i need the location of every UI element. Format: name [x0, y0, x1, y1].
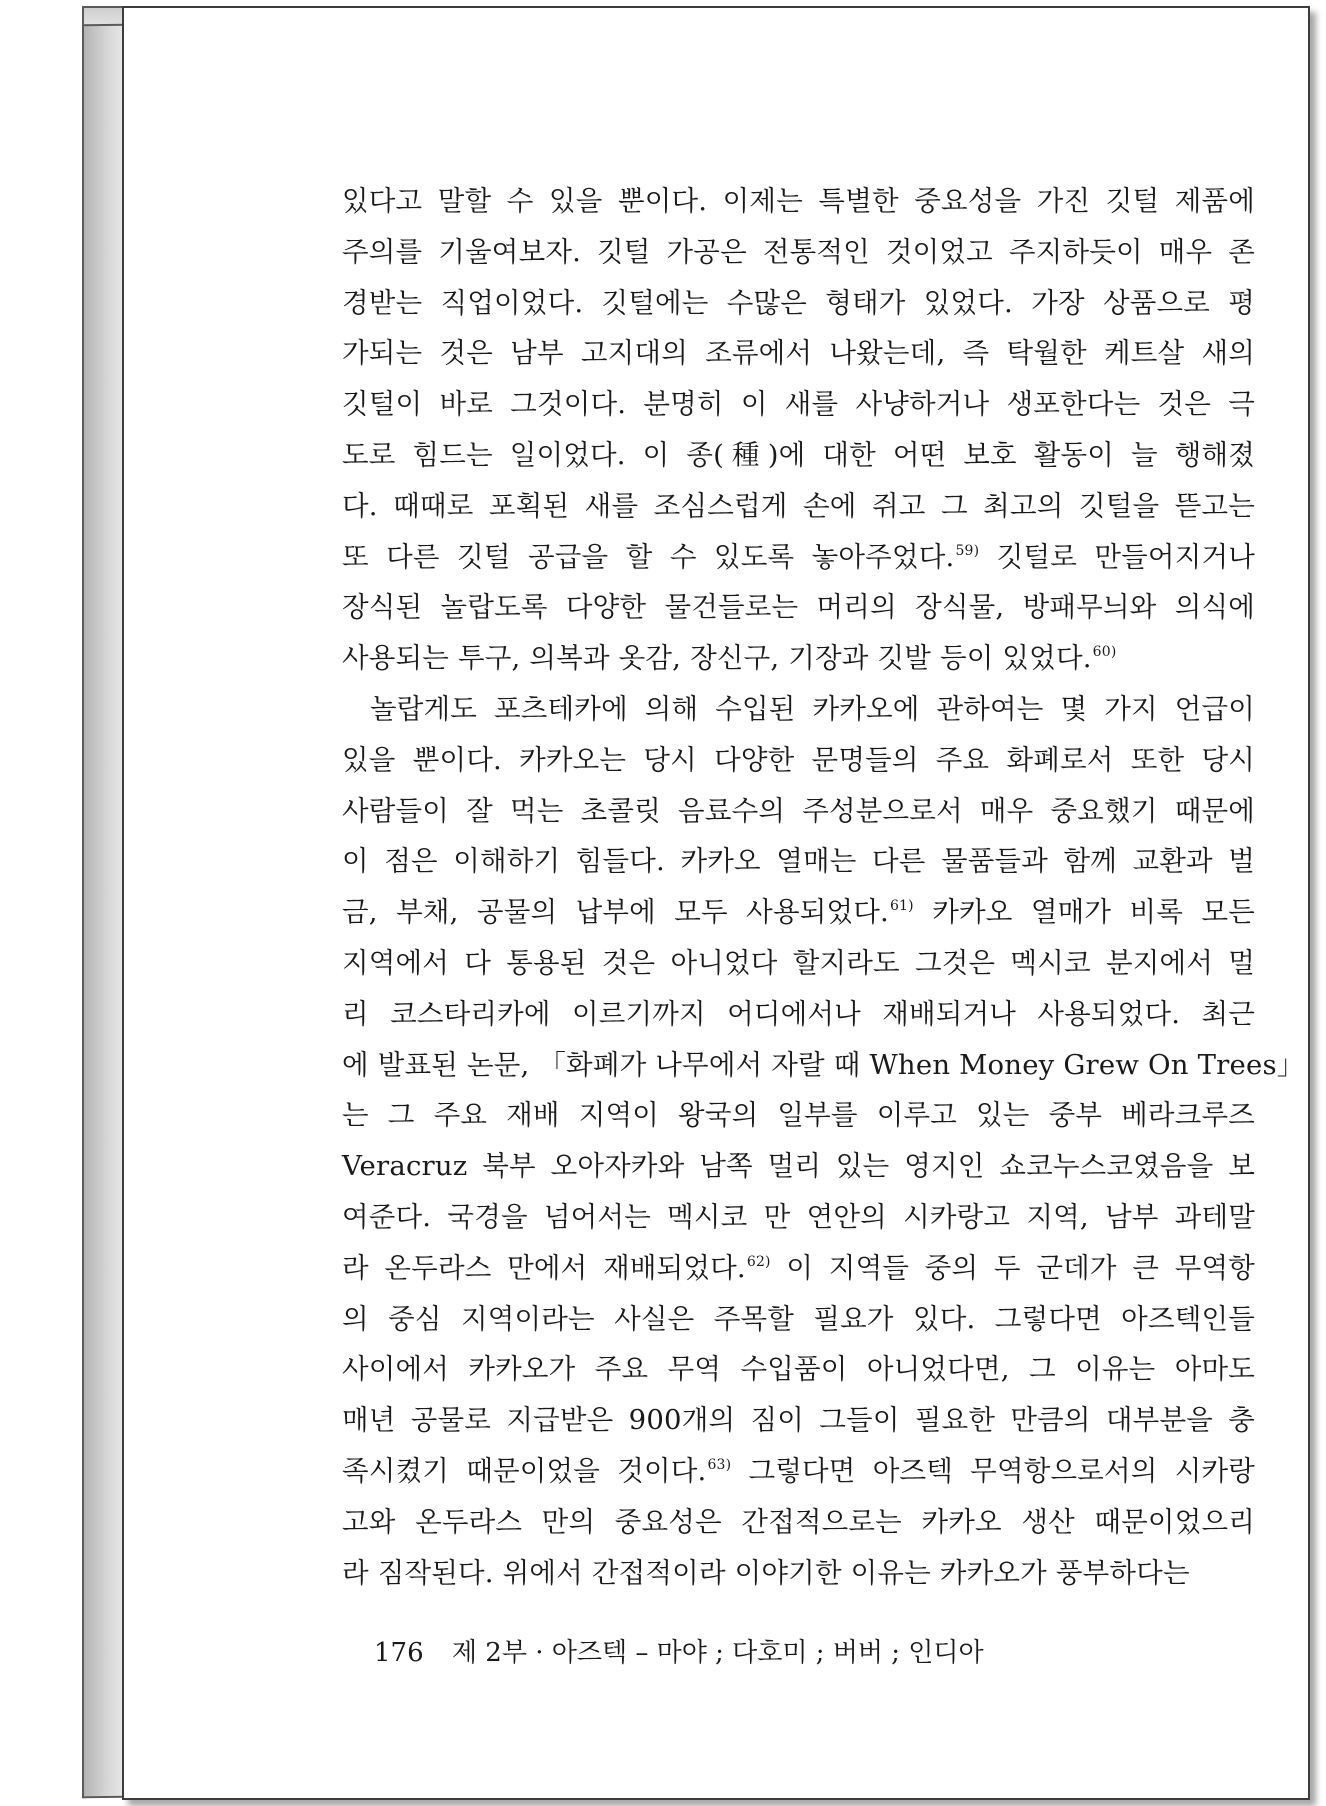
footnote-marker[interactable]: 59) — [955, 542, 980, 559]
line-text: Veracruz 북부 오아자카와 남쪽 멀리 있는 영지인 쇼코누스코였음을 보 — [342, 1150, 1255, 1183]
line-text: 리 코스타리카에 이르기까지 어디에서나 재배되거나 사용되었다. 최근 — [342, 997, 1255, 1030]
body-text — [342, 176, 1305, 1598]
text-line — [342, 227, 1255, 278]
page-number: 176 — [374, 1638, 424, 1668]
text-line — [342, 1446, 1255, 1497]
line-text: 사이에서 카카오가 주요 무역 수입품이 아니었다면, 그 이유는 아마도 — [342, 1353, 1255, 1386]
text-line — [342, 1294, 1255, 1345]
line-text: 도로 힘드는 일이었다. 이 종(種)에 대한 어떤 보호 활동이 늘 행해졌 — [342, 438, 1255, 471]
line-text: 매년 공물로 지급받은 900개의 짐이 그들이 필요한 만큼의 대부분을 충 — [342, 1404, 1255, 1437]
text-line — [342, 379, 1255, 430]
text-line — [342, 1344, 1255, 1395]
running-head: 제 2부 · 아즈텍 – 마야 ; 다호미 ; 버버 ; 인디아 — [451, 1638, 984, 1668]
line-text: 고와 온두라스 만의 중요성은 간접적으로는 카카오 생산 때문이었으리 — [342, 1505, 1255, 1538]
line-text: 는 그 주요 재배 지역이 왕국의 일부를 이루고 있는 중부 베라크루즈 — [342, 1099, 1255, 1132]
text-line — [342, 1141, 1255, 1192]
text-line — [342, 989, 1255, 1040]
line-text-after-note: 그렇다면 아즈텍 무역항으로서의 시카랑 — [731, 1454, 1255, 1487]
book — [82, 6, 1318, 1800]
line-text: 라 온두라스 만에서 재배되었다. — [342, 1251, 746, 1284]
text-line — [342, 1090, 1255, 1141]
paragraph-cacao — [342, 684, 1305, 1598]
text-line — [342, 582, 1255, 633]
text-line — [342, 938, 1255, 989]
text-line — [342, 1192, 1255, 1243]
line-text: 있을 뿐이다. 카카오는 당시 다양한 문명들의 주요 화폐로서 또한 당시 — [342, 743, 1255, 776]
line-text-after-note: 이 지역들 중의 두 군데가 큰 무역항 — [770, 1251, 1255, 1284]
line-text: 사용되는 투구, 의복과 옷감, 장신구, 기장과 깃발 등이 있었다. — [342, 642, 1092, 675]
line-text: 놀랍게도 포츠테카에 의해 수입된 카카오에 관하여는 몇 가지 언급이 — [370, 692, 1255, 725]
line-text: 가되는 것은 남부 고지대의 조류에서 나왔는데, 즉 탁월한 케트살 새의 — [342, 337, 1255, 370]
line-text: 라 짐작된다. 위에서 간접적이라 이야기한 이유는 카카오가 풍부하다는 — [342, 1556, 1190, 1589]
line-text: 사람들이 잘 먹는 초콜릿 음료수의 주성분으로서 매우 중요했기 때문에 — [342, 794, 1255, 827]
page-footer — [374, 1632, 984, 1669]
line-text: 있다고 말할 수 있을 뿐이다. 이제는 특별한 중요성을 가진 깃털 제품에 — [342, 185, 1255, 217]
text-line — [342, 481, 1255, 532]
book-page — [122, 6, 1310, 1800]
text-line — [342, 328, 1255, 379]
line-text: 에 발표된 논문, 「화폐가 나무에서 자랄 때 When Money Grew On Trees」 — [342, 1048, 1305, 1081]
text-line — [342, 1497, 1255, 1548]
text-line — [342, 532, 1255, 583]
text-line — [342, 1040, 1305, 1091]
book-spine — [82, 24, 126, 1798]
footnote-marker[interactable]: 63) — [707, 1456, 732, 1473]
line-text: 장식된 놀랍도록 다양한 물건들로는 머리의 장식물, 방패무늬와 의식에 — [342, 591, 1255, 624]
footnote-marker[interactable]: 60) — [1092, 644, 1117, 661]
text-line — [342, 735, 1255, 786]
line-text-after-note: 카카오 열매가 비록 모든 — [913, 896, 1255, 929]
line-text-after-note: 깃털로 만들어지거나 — [979, 540, 1255, 573]
line-text: 이 점은 이해하기 힘들다. 카카오 열매는 다른 물품들과 함께 교환과 벌 — [342, 845, 1255, 878]
text-line — [342, 887, 1255, 938]
text-line — [342, 633, 1255, 684]
text-line — [342, 1395, 1255, 1446]
text-line — [342, 684, 1255, 735]
line-text: 지역에서 다 통용된 것은 아니었다 할지라도 그것은 멕시코 분지에서 멀 — [342, 946, 1255, 979]
line-text: 깃털이 바로 그것이다. 분명히 이 새를 사냥하거나 생포한다는 것은 극 — [342, 388, 1255, 421]
line-text: 여준다. 국경을 넘어서는 멕시코 만 연안의 시카랑고 지역, 남부 과테말 — [342, 1200, 1255, 1233]
line-text: 의 중심 지역이라는 사실은 주목할 필요가 있다. 그렇다면 아즈텍인들 — [342, 1302, 1255, 1335]
line-text: 다. 때때로 포획된 새를 조심스럽게 손에 쥐고 그 최고의 깃털을 뜯고는 — [342, 489, 1255, 522]
footnote-marker[interactable]: 62) — [746, 1253, 771, 1270]
text-line — [342, 836, 1255, 887]
paragraph-feathers — [342, 176, 1255, 684]
text-line — [342, 786, 1255, 837]
line-text: 금, 부채, 공물의 납부에 모두 사용되었다. — [342, 896, 889, 929]
text-line — [342, 1548, 1255, 1599]
line-text: 또 다른 깃털 공급을 할 수 있도록 놓아주었다. — [342, 540, 955, 573]
text-line — [342, 278, 1255, 329]
text-line — [342, 176, 1255, 227]
text-line — [342, 430, 1255, 481]
footnote-marker[interactable]: 61) — [889, 898, 914, 915]
line-text: 족시켰기 때문이었을 것이다. — [342, 1454, 707, 1487]
line-text: 주의를 기울여보자. 깃털 가공은 전통적인 것이었고 주지하듯이 매우 존 — [342, 235, 1255, 268]
line-text: 경받는 직업이었다. 깃털에는 수많은 형태가 있었다. 가장 상품으로 평 — [342, 286, 1255, 319]
text-line — [342, 1243, 1255, 1294]
